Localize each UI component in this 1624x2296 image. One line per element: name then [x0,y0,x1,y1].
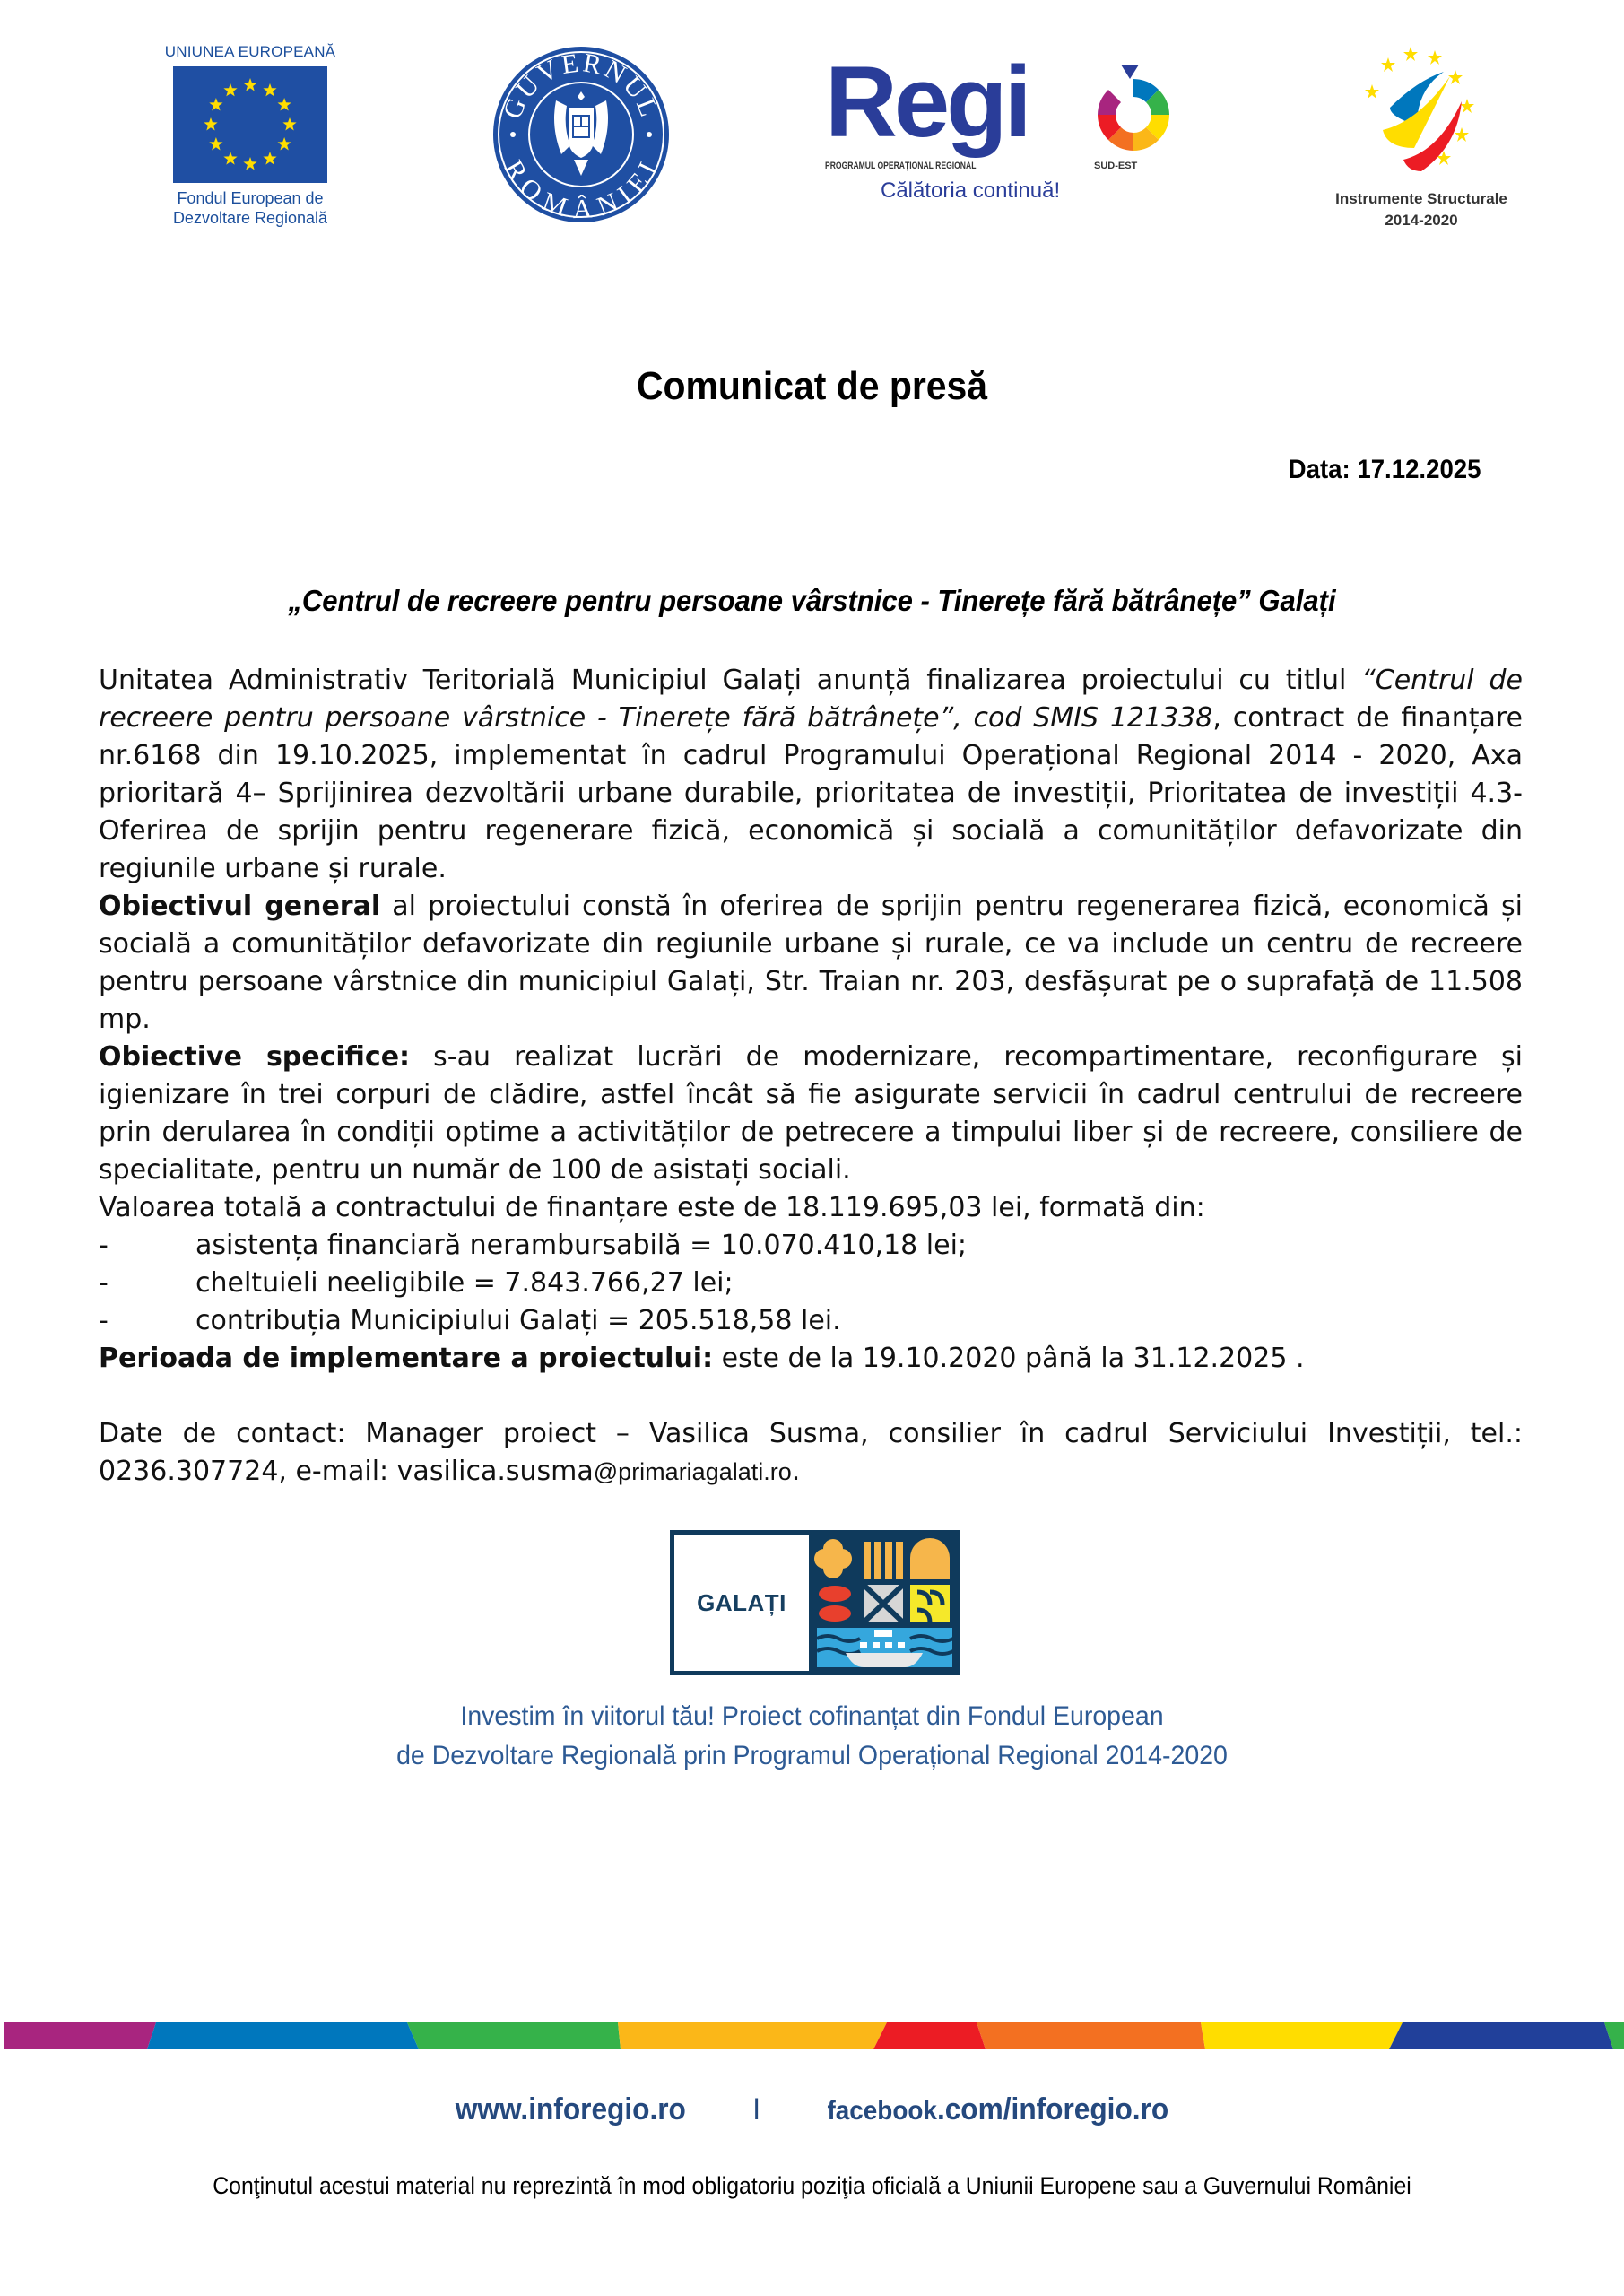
facebook-link-prefix[interactable]: facebook [827,2096,937,2126]
eu-star-icon [243,78,256,91]
specific-objectives-paragraph [99,1039,1523,1189]
breakdown-text: asistența financiară nerambursabilă = 10.070.410,18 lei; [195,1230,968,1261]
intro-paragraph [99,662,1523,888]
strip-segment [407,2022,621,2049]
dash-bullet: - [99,1267,109,1299]
breakdown-item [99,1302,1523,1340]
eu-star-icon [263,152,276,165]
seal-top-text: GUVERNUL [497,48,665,124]
contact-paragraph [99,1415,1523,1491]
eu-star-icon [278,137,291,151]
regio-color-wheel-icon [1094,65,1173,154]
footer-links [56,2092,1567,2129]
structural-instruments-icon [1354,45,1489,179]
cofinance-line2: de Dezvoltare Regională prin Programul Operațional Regional 2014-2020 [396,1741,1228,1770]
strip-segment [873,2022,986,2049]
implementation-period-line [99,1340,1523,1378]
strip-segment [1201,2022,1403,2049]
link-separator: I [752,2092,761,2126]
strip-segment [1389,2022,1613,2049]
intro-project-name: “Centrul de recreere pentru persoane vârstnice - Tinerețe fără bătrânețe”, cod SMIS 121338 [99,665,1523,734]
eu-star-icon [263,83,276,97]
funding-breakdown-list [99,1227,1523,1340]
general-objective-text: al proiectului constă în oferirea de sprijin pentru regenerarea fizică, economică și socială a comunităților defavorizate din regiunile urbane și rurale, ce va include un centru de recreere pentru persoane vârstnice din municipiul Galați, Str. Traian nr. 203, desfășurat pe o suprafață de 11.508 mp. [99,891,1523,1035]
general-objective-label: Obiectivul general [99,891,381,922]
galati-city-logo [670,1530,960,1675]
period-label: Perioada de implementare a proiectului: [99,1343,714,1374]
strip-segment [977,2022,1205,2049]
intro-text-1: Unitatea Administrativ Teritorială Municipiul Galați anunță finalizarea proiectului cu titlul [99,665,1362,696]
strip-segment [4,2022,156,2049]
document-date: Data: 17.12.2025 [1288,455,1481,484]
facebook-link[interactable] [827,2092,1168,2129]
strip-segment [147,2022,419,2049]
regio-region-text: SUD-EST [1094,161,1138,171]
regio-tagline: Călătoria continuă! [881,178,1061,203]
eu-star-icon [223,83,237,97]
facebook-link-domain[interactable]: .com/inforegio.ro [936,2092,1169,2126]
contact-end: . [791,1456,801,1487]
contact-email-domain[interactable]: @primariagalati.ro [593,1458,792,1485]
specific-objectives-label: Obiective specifice: [99,1041,411,1073]
eu-logo-bottom-line1: Fondul European de [177,189,324,207]
specific-objectives-text: s-au realizat lucrări de modernizare, recompartimentare, reconfigurare și igienizare în trei corpuri de clădire, astfel încât să fie asigurate servicii în cadrul centrului de recreere prin derularea în condiții optime a activităților de petrecere a timpului liber și de recreere, consiliere de specialitate, pentru un număr de 100 de asistați sociali. [99,1041,1523,1186]
period-text: este de la 19.10.2020 până la 31.12.2025 . [713,1343,1305,1374]
eu-logo-top-text: UNIUNEA EUROPEANĂ [164,43,336,60]
dash-bullet: - [99,1230,109,1261]
total-value-line: Valoarea totală a contractului de finanțare este de 18.119.695,03 lei, formată din: [99,1192,1205,1223]
eu-disclaimer: Conţinutul acestui material nu reprezintă în mod obligatoriu poziţia oficială a Uniunii Europene sau a Guvernului României [213,2172,1411,2199]
instrumente-structurale-logo [1318,45,1524,238]
regio-logo [825,46,1175,222]
eu-flag-icon [173,66,327,183]
contact-text: Date de contact: Manager proiect – Vasilica Susma, consilier în cadrul Serviciului Investiții, tel.: 0236.307724, e-mail: vasilica. [99,1418,1523,1487]
is-logo-line2: 2014-2020 [1385,212,1458,229]
galati-logo-word: GALAȚI [697,1588,786,1616]
eu-logo-bottom-line2: Dezvoltare Regională [172,209,328,227]
eu-star-icon [278,98,291,111]
government-seal-icon [491,45,671,224]
website-link[interactable]: www.inforegio.ro [455,2092,686,2126]
galati-emblem-icon [813,1535,956,1671]
breakdown-text: contribuția Municipiului Galați = 205.518,58 lei. [195,1305,841,1336]
cofinance-statement [40,1697,1583,1776]
eu-star-icon [204,117,217,131]
eu-star-icon [209,137,222,151]
rainbow-color-strip [4,2022,1624,2049]
press-release-body [99,662,1523,1491]
strip-segment [618,2022,887,2049]
breakdown-text: cheltuieli neeligibile = 7.843.766,27 lei; [195,1267,734,1299]
regio-logo-word: Regi [825,46,1029,158]
general-objective-paragraph [99,888,1523,1039]
eu-logo [158,43,343,228]
cofinance-line1: Investim în viitorul tău! Proiect cofinanțat din Fondul European [460,1701,1164,1731]
project-title: „Centrul de recreere pentru persoane vârstnice - Tinerețe fără bătrânețe” Galați [288,584,1336,617]
eu-star-icon [282,117,296,131]
intro-text-2: , contract de finanțare nr.6168 din 19.10.2025, implementat în cadrul Programului Operațional Regional 2014 - 2020, Axa prioritară 4– Sprijinirea dezvoltării urbane durabile, prioritatea de investiții, Prioritatea de investiții 4.3- Oferirea de sprijin pentru regenerare fizică, economică și socială a comunităților defavorizate din regiunile urbane și rurale. [99,702,1523,884]
dash-bullet: - [99,1305,109,1336]
page-title: Comunicat de presă [636,364,988,408]
breakdown-item [99,1265,1523,1302]
is-logo-line1: Instrumente Structurale [1335,190,1507,207]
breakdown-item [99,1227,1523,1265]
contact-email-user[interactable]: susma [505,1456,594,1487]
eu-star-icon [223,152,237,165]
romanian-government-seal [491,45,671,224]
seal-bottom-text: ROMÂNIEI [498,155,664,224]
eu-star-icon [243,157,256,170]
regio-program-text: PROGRAMUL OPERAȚIONAL REGIONAL [825,161,977,171]
eu-star-icon [209,98,222,111]
